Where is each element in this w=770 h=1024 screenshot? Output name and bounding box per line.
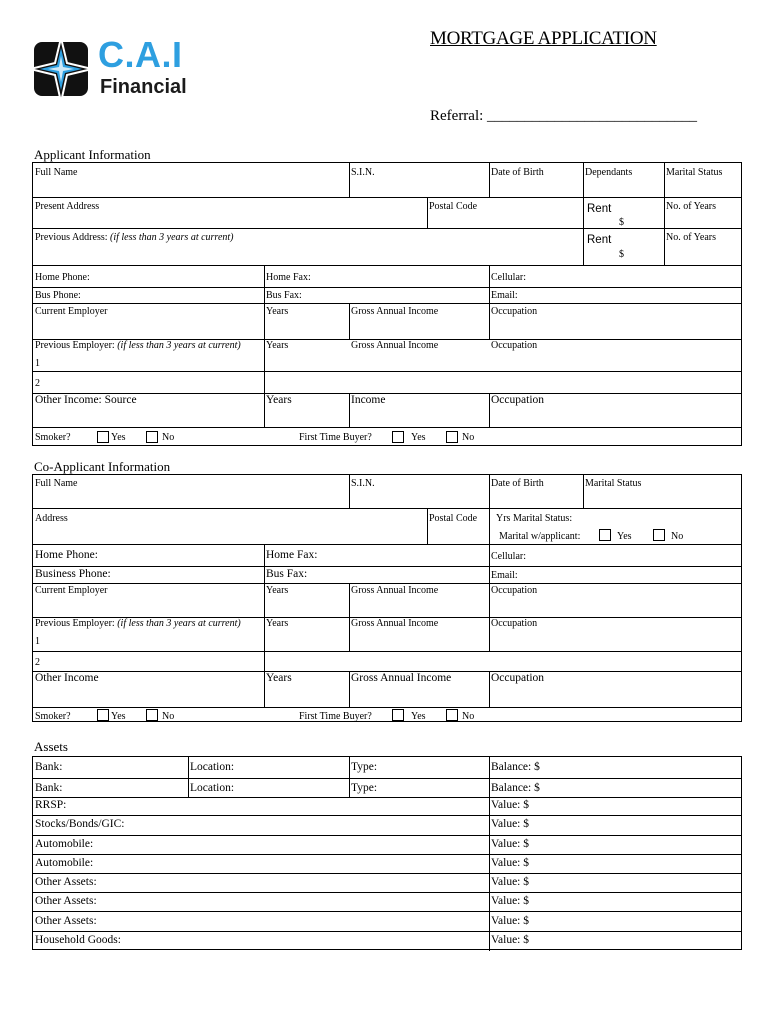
company-logo (30, 34, 200, 102)
first-time-buyer-label: First Time Buyer? (299, 432, 372, 443)
co-home-fax-label: Home Fax: (266, 549, 318, 561)
type-1-label: Type: (351, 761, 378, 773)
co-prev-employer-1: 1 (35, 636, 40, 647)
previous-address-label: Previous Address: (if less than 3 years at current) (35, 232, 234, 243)
applicant-table (32, 162, 742, 446)
yrs-marital-status-label: Yrs Marital Status: (496, 513, 573, 524)
other-assets-1-label: Other Assets: (35, 876, 97, 888)
current-employer-label: Current Employer (35, 306, 108, 317)
bank-2-label: Bank: (35, 782, 63, 794)
rrsp-value-label: Value: $ (491, 799, 530, 811)
smoker-label: Smoker? (35, 432, 71, 443)
other-years-label: Years (266, 394, 292, 406)
other-assets-2-label: Other Assets: (35, 895, 97, 907)
form-title: MORTGAGE APPLICATION (430, 28, 657, 49)
rrsp-label: RRSP: (35, 799, 67, 811)
other-assets-1-value-label: Value: $ (491, 876, 530, 888)
assets-table (32, 756, 742, 950)
bank-1-label: Bank: (35, 761, 63, 773)
co-first-time-yes-label: Yes (411, 711, 426, 722)
prev-gross-income-label: Gross Annual Income (351, 340, 439, 351)
co-prev-occupation-label: Occupation (491, 618, 538, 629)
coapplicant-table (32, 474, 742, 722)
automobile-1-label: Automobile: (35, 838, 94, 850)
email-label: Email: (491, 290, 518, 301)
prev-occupation-label: Occupation (491, 340, 538, 351)
dob-label: Date of Birth (491, 167, 544, 178)
co-marital-status-label: Marital Status (585, 478, 642, 489)
other-occupation-label: Occupation (491, 394, 545, 406)
balance-1-label: Balance: $ (491, 761, 540, 773)
occupation-label: Occupation (491, 306, 538, 317)
home-fax-label: Home Fax: (266, 272, 311, 283)
co-other-occupation-label: Occupation (491, 672, 545, 684)
present-address-label: Present Address (35, 201, 100, 212)
co-postal-code-label: Postal Code (429, 513, 478, 524)
rent-dollar: $ (619, 217, 624, 228)
co-dob-label: Date of Birth (491, 478, 544, 489)
household-goods-value-label: Value: $ (491, 934, 530, 946)
co-email-label: Email: (491, 570, 518, 581)
referral-field[interactable]: Referral: ____________________________ (430, 108, 698, 124)
income-label: Income (351, 394, 386, 406)
co-smoker-no-checkbox[interactable] (146, 709, 158, 721)
co-first-time-yes-checkbox[interactable] (392, 709, 404, 721)
previous-employer-label: Previous Employer: (if less than 3 years at current) (35, 340, 241, 351)
other-assets-3-label: Other Assets: (35, 915, 97, 927)
compass-star-icon (30, 38, 96, 102)
co-smoker-yes-label: Yes (111, 711, 126, 722)
first-time-yes-label: Yes (411, 432, 426, 443)
co-sin-label: S.I.N. (351, 478, 375, 489)
prev-rent-label: Rent (587, 234, 612, 246)
co-prev-years-label: Years (266, 618, 289, 629)
co-other-years-label: Years (266, 672, 292, 684)
cellular-label: Cellular: (491, 272, 526, 283)
prev-years-label: Years (266, 340, 289, 351)
co-home-phone-label: Home Phone: (35, 549, 98, 561)
logo-text-financial: Financial (100, 76, 187, 98)
smoker-no-checkbox[interactable] (146, 431, 158, 443)
co-smoker-yes-checkbox[interactable] (97, 709, 109, 721)
co-occupation-label: Occupation (491, 585, 538, 596)
co-first-time-no-label: No (462, 711, 475, 722)
co-current-employer-label: Current Employer (35, 585, 108, 596)
co-cellular-label: Cellular: (491, 551, 526, 562)
full-name-label: Full Name (35, 167, 78, 178)
marital-no-label: No (671, 531, 684, 542)
co-first-time-buyer-label: First Time Buyer? (299, 711, 372, 722)
stocks-label: Stocks/Bonds/GIC: (35, 818, 125, 830)
smoker-yes-label: Yes (111, 432, 126, 443)
co-full-name-label: Full Name (35, 478, 78, 489)
prev-no-years-label: No. of Years (666, 232, 716, 243)
location-2-label: Location: (190, 782, 235, 794)
first-time-yes-checkbox[interactable] (392, 431, 404, 443)
co-business-phone-label: Business Phone: (35, 568, 111, 580)
household-goods-label: Household Goods: (35, 934, 121, 946)
location-1-label: Location: (190, 761, 235, 773)
prev-rent-dollar: $ (619, 249, 624, 260)
bus-fax-label: Bus Fax: (266, 290, 302, 301)
sin-label: S.I.N. (351, 167, 375, 178)
balance-2-label: Balance: $ (491, 782, 540, 794)
co-smoker-label: Smoker? (35, 711, 71, 722)
years-label: Years (266, 306, 289, 317)
co-address-label: Address (35, 513, 68, 524)
smoker-yes-checkbox[interactable] (97, 431, 109, 443)
co-other-gross-income-label: Gross Annual Income (351, 672, 452, 684)
co-prev-employer-2: 2 (35, 657, 40, 668)
no-years-label: No. of Years (666, 201, 716, 212)
marital-w-applicant-label: Marital w/applicant: (499, 531, 581, 542)
co-prev-gross-income-label: Gross Annual Income (351, 618, 439, 629)
co-gross-income-label: Gross Annual Income (351, 585, 439, 596)
postal-code-label: Postal Code (429, 201, 478, 212)
marital-yes-label: Yes (617, 531, 632, 542)
co-smoker-no-label: No (162, 711, 175, 722)
home-phone-label: Home Phone: (35, 272, 90, 283)
marital-status-label: Marital Status (666, 167, 723, 178)
other-assets-2-value-label: Value: $ (491, 895, 530, 907)
coapplicant-section-title: Co-Applicant Information (34, 459, 171, 474)
marital-yes-checkbox[interactable] (599, 529, 611, 541)
type-2-label: Type: (351, 782, 378, 794)
automobile-2-label: Automobile: (35, 857, 94, 869)
applicant-section-title: Applicant Information (34, 147, 151, 162)
other-income-label: Other Income: Source (35, 394, 137, 406)
prev-employer-1: 1 (35, 358, 40, 369)
stocks-value-label: Value: $ (491, 818, 530, 830)
prev-employer-2: 2 (35, 378, 40, 389)
automobile-2-value-label: Value: $ (491, 857, 530, 869)
assets-section-title: Assets (34, 739, 68, 754)
marital-no-checkbox[interactable] (653, 529, 665, 541)
smoker-no-label: No (162, 432, 175, 443)
other-assets-3-value-label: Value: $ (491, 915, 530, 927)
first-time-no-checkbox[interactable] (446, 431, 458, 443)
co-other-income-label: Other Income (35, 672, 99, 684)
co-previous-employer-label: Previous Employer: (if less than 3 years at current) (35, 618, 241, 629)
co-bus-fax-label: Bus Fax: (266, 568, 308, 580)
rent-label: Rent (587, 203, 612, 215)
first-time-no-label: No (462, 432, 475, 443)
automobile-1-value-label: Value: $ (491, 838, 530, 850)
gross-income-label: Gross Annual Income (351, 306, 439, 317)
dependants-label: Dependants (585, 167, 633, 178)
co-years-label: Years (266, 585, 289, 596)
co-first-time-no-checkbox[interactable] (446, 709, 458, 721)
bus-phone-label: Bus Phone: (35, 290, 81, 301)
logo-text-cai: C.A.I (98, 34, 183, 75)
